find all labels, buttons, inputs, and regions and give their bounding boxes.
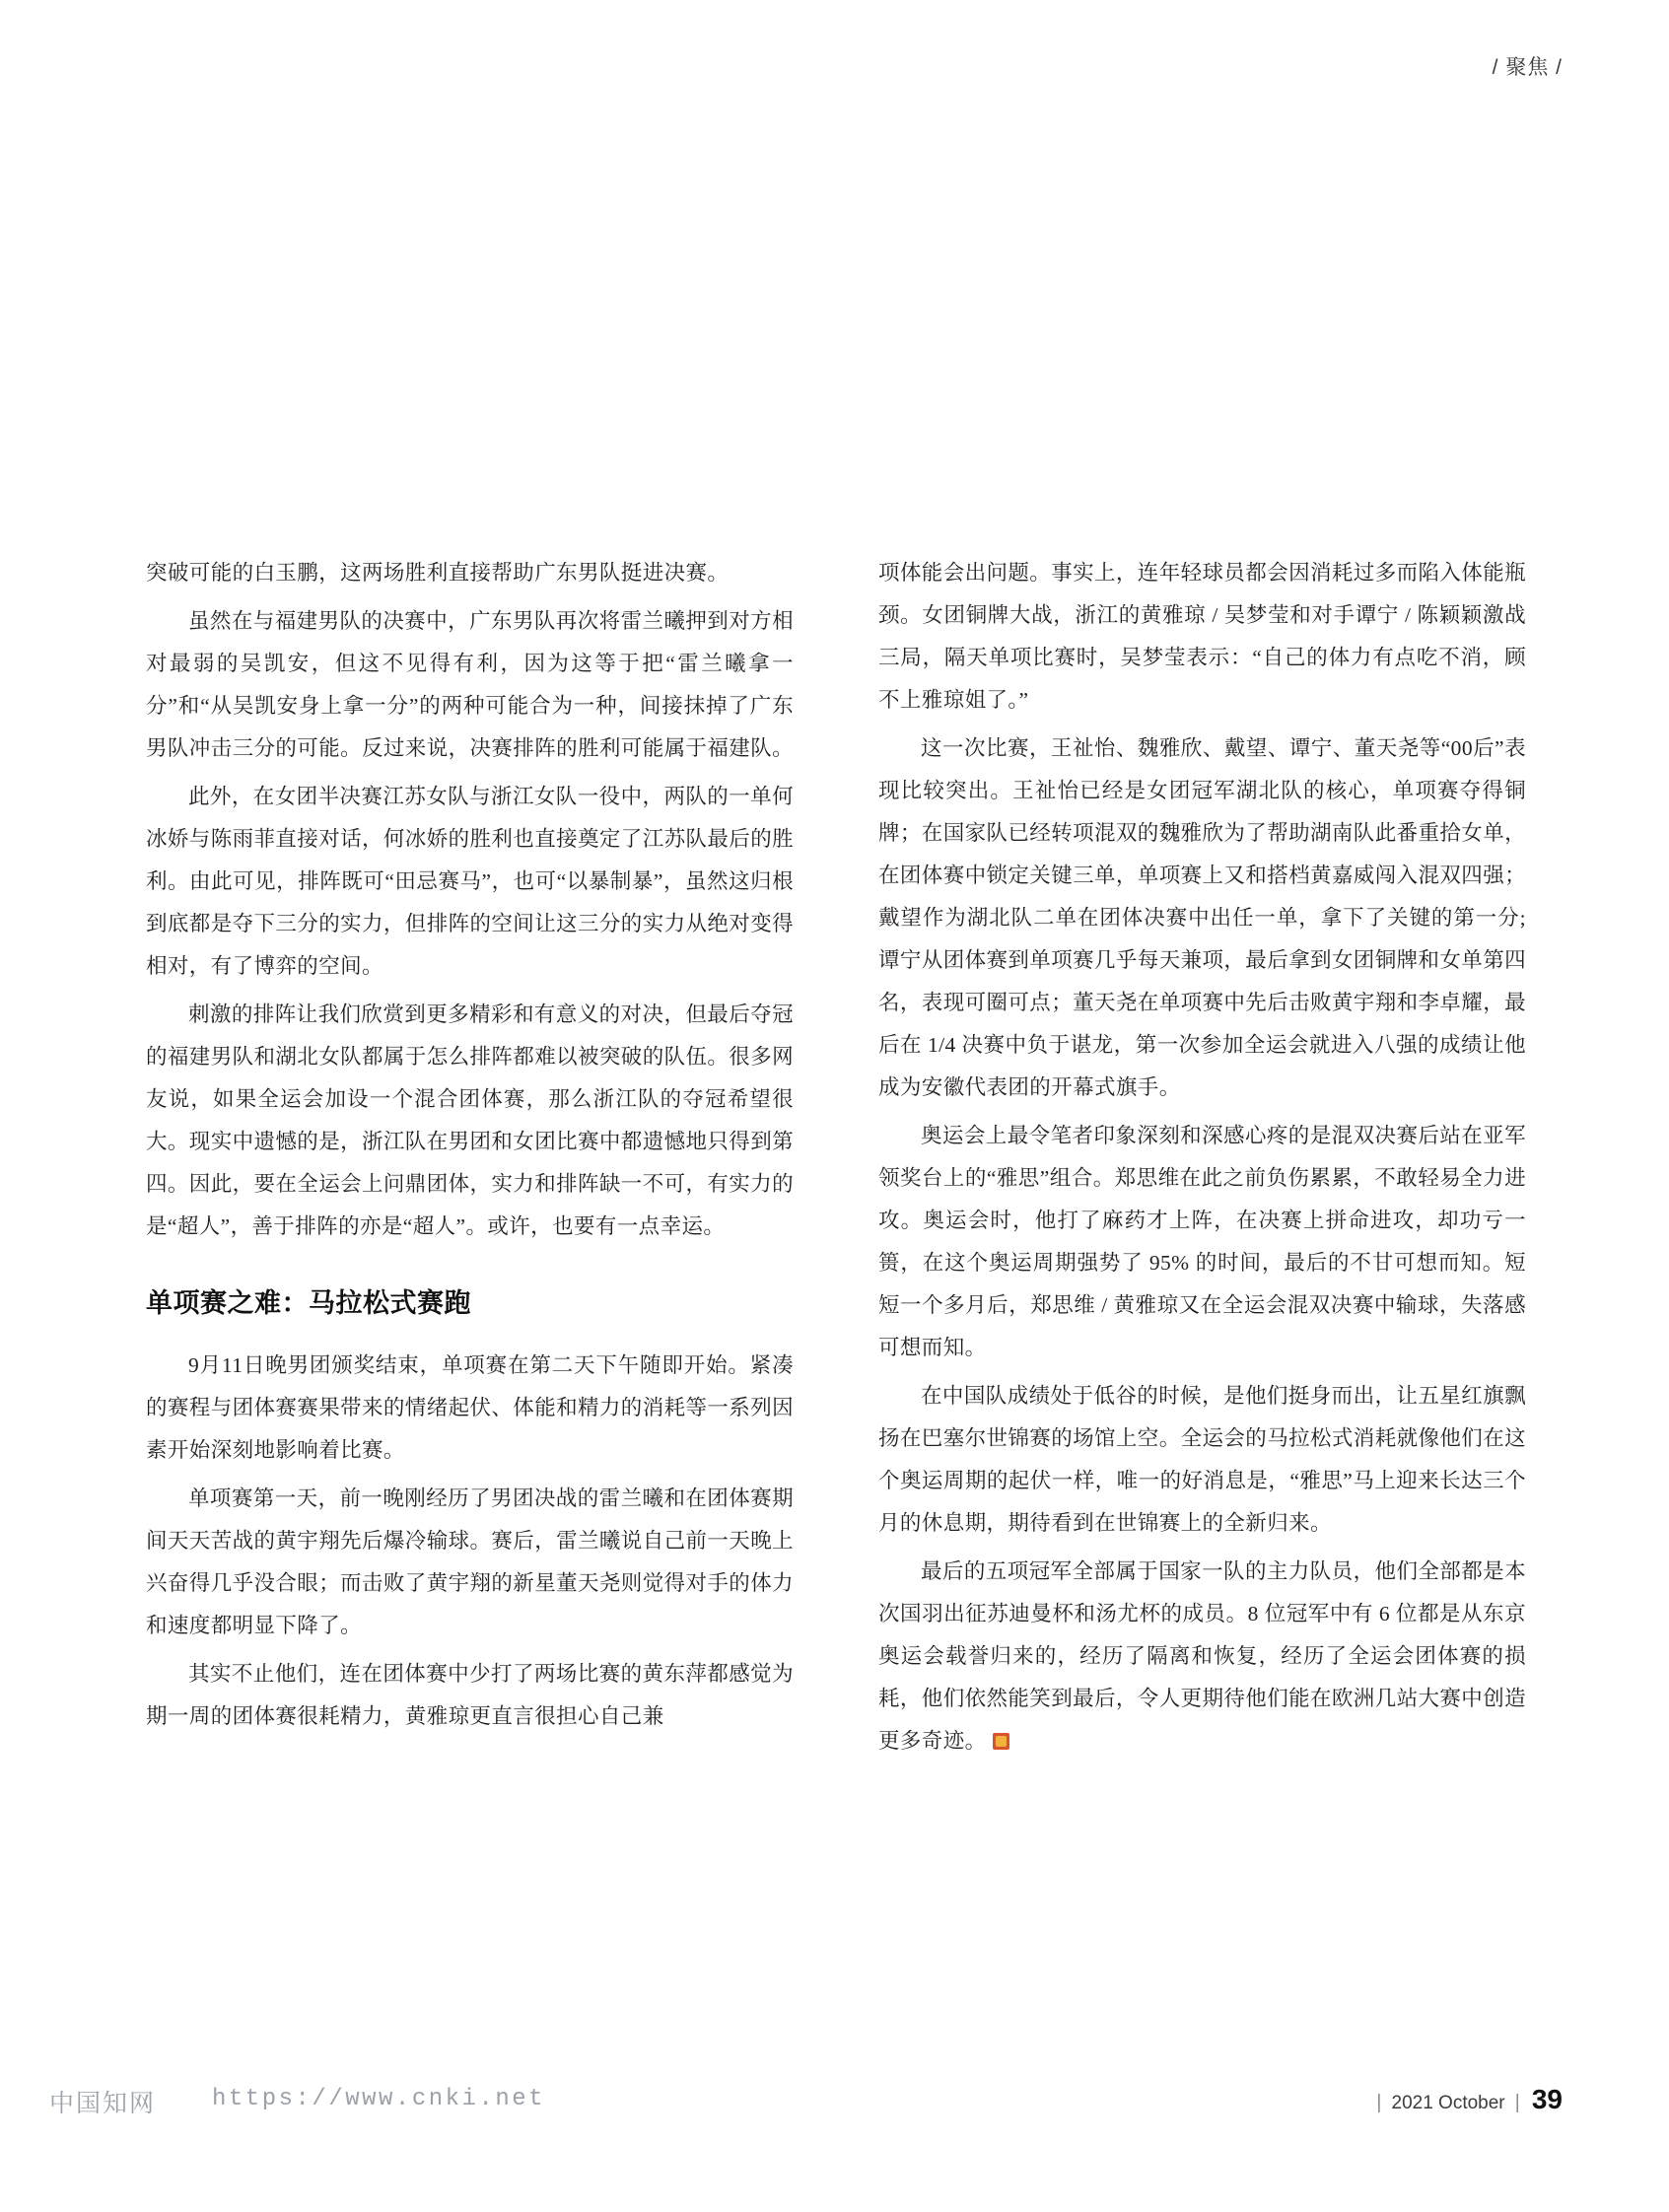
paragraph: 9月11日晚男团颁奖结束，单项赛在第二天下午随即开始。紧凑的赛程与团体赛赛果带来的情绪起伏、体能和精力的消耗等一系列因素开始深刻地影响着比赛。 xyxy=(146,1353,795,1462)
folio-separator: | xyxy=(1376,2092,1382,2113)
section-heading: 单项赛之难：马拉松式赛跑 xyxy=(146,1288,471,1318)
page-footer xyxy=(0,2080,1669,2127)
paragraph: 其实不止他们，连在团体赛中少打了两场比赛的黄东萍都感觉为期一周的团体赛很耗精力，黄雅琼更直言很担心自己兼 xyxy=(146,1662,794,1728)
issue-label: 2021 October xyxy=(1391,2093,1505,2113)
cnki-url: https://www.cnki.net xyxy=(212,2086,546,2112)
left-column xyxy=(146,552,794,1768)
end-of-article-mark xyxy=(993,1733,1009,1750)
running-head: / 聚焦 / xyxy=(1492,56,1563,79)
paragraph: 这一次比赛，王祉怡、魏雅欣、戴望、谭宁、董天尧等“00后”表现比较突出。王祉怡已经是女团冠军湖北队的核心，单项赛夺得铜牌；在国家队已经转项混双的魏雅欣为了帮助湖南队此番重拾女单，在团体赛中锁定关键三单，单项赛上又和搭档黄嘉威闯入混双四强；戴望作为湖北队二单在团体决赛中出任一单，拿下了关键的第一分; 谭宁从团体赛到单项赛几乎每天兼项，最后拿到女团铜牌和女单第四名，表现可圈可点；董天尧在单项赛中先后击败黄宇翔和李卓耀，最后在 1/4 决赛中负于谌龙，第一次参加全运会就进入八强的成绩让他成为安徽代表团的开幕式旗手。 xyxy=(878,736,1527,1099)
paragraph: 此外，在女团半决赛江苏女队与浙江女队一役中，两队的一单何冰娇与陈雨菲直接对话，何冰娇的胜利也直接奠定了江苏队最后的胜利。由此可见，排阵既可“田忌赛马”，也可“以暴制暴”，虽然这归根到底都是夺下三分的实力，但排阵的空间让这三分的实力从绝对变得相对，有了博弈的空间。 xyxy=(146,785,795,978)
paragraph-text: 最后的五项冠军全部属于国家一队的主力队员，他们全部都是本次国羽出征苏迪曼杯和汤尤杯的成员。8 位冠军中有 6 位都是从东京奥运会载誉归来的，经历了隔离和恢复，经历了全运会团体赛的损耗，他们依然能笑到最后，令人更期待他们能在欧洲几站大赛中创造更多奇迹。 xyxy=(878,1559,1527,1753)
right-column xyxy=(878,552,1526,1768)
folio-separator-2: | xyxy=(1514,2092,1520,2113)
article-body xyxy=(146,552,1526,1768)
paragraph: 单项赛第一天，前一晚刚经历了男团决战的雷兰曦和在团体赛期间天天苦战的黄宇翔先后爆冷输球。赛后，雷兰曦说自己前一天晚上兴奋得几乎没合眼；而击败了黄宇翔的新星董天尧则觉得对手的体力和速度都明显下降了。 xyxy=(146,1486,795,1637)
folio xyxy=(1376,2084,1563,2115)
paragraph: 在中国队成绩处于低谷的时候，是他们挺身而出，让五星红旗飘扬在巴塞尔世锦赛的场馆上空。全运会的马拉松式消耗就像他们在这个奥运周期的起伏一样，唯一的好消息是，“雅思”马上迎来长达三个月的休息期，期待看到在世锦赛上的全新归来。 xyxy=(878,1384,1527,1535)
cnki-logo: 中国知网 xyxy=(49,2090,157,2117)
paragraph: 刺激的排阵让我们欣赏到更多精彩和有意义的对决，但最后夺冠的福建男队和湖北女队都属于怎么排阵都难以被突破的队伍。很多网友说，如果全运会加设一个混合团体赛，那么浙江队的夺冠希望很大。现实中遗憾的是，浙江队在男团和女团比赛中都遗憾地只得到第四。因此，要在全运会上问鼎团体，实力和排阵缺一不可，有实力的是“超人”，善于排阵的亦是“超人”。或许，也要有一点幸运。 xyxy=(146,1002,795,1238)
paragraph: 项体能会出问题。事实上，连年轻球员都会因消耗过多而陷入体能瓶颈。女团铜牌大战，浙江的黄雅琼 / 吴梦莹和对手谭宁 / 陈颖颖激战三局，隔天单项比赛时，吴梦莹表示：“自己的体力有点吃不消，顾不上雅琼姐了。” xyxy=(878,561,1527,712)
paragraph: 突破可能的白玉鹏，这两场胜利直接帮助广东男队挺进决赛。 xyxy=(146,561,730,585)
page-number: 39 xyxy=(1531,2084,1563,2114)
paragraph: 虽然在与福建男队的决赛中，广东男队再次将雷兰曦押到对方相对最弱的吴凯安，但这不见得有利，因为这等于把“雷兰曦拿一分”和“从吴凯安身上拿一分”的两种可能合为一种，间接抹掉了广东男队冲击三分的可能。反过来说，决赛排阵的胜利可能属于福建队。 xyxy=(146,609,795,760)
paragraph-last xyxy=(878,1551,1526,1763)
paragraph: 奥运会上最令笔者印象深刻和深感心疼的是混双决赛后站在亚军领奖台上的“雅思”组合。郑思维在此之前负伤累累，不敢轻易全力进攻。奥运会时，他打了麻药才上阵，在决赛上拼命进攻，却功亏一篑，在这个奥运周期强势了 95% 的时间，最后的不甘可想而知。短短一个多月后，郑思维 / 黄雅琼又在全运会混双决赛中输球，失落感可想而知。 xyxy=(878,1124,1526,1359)
